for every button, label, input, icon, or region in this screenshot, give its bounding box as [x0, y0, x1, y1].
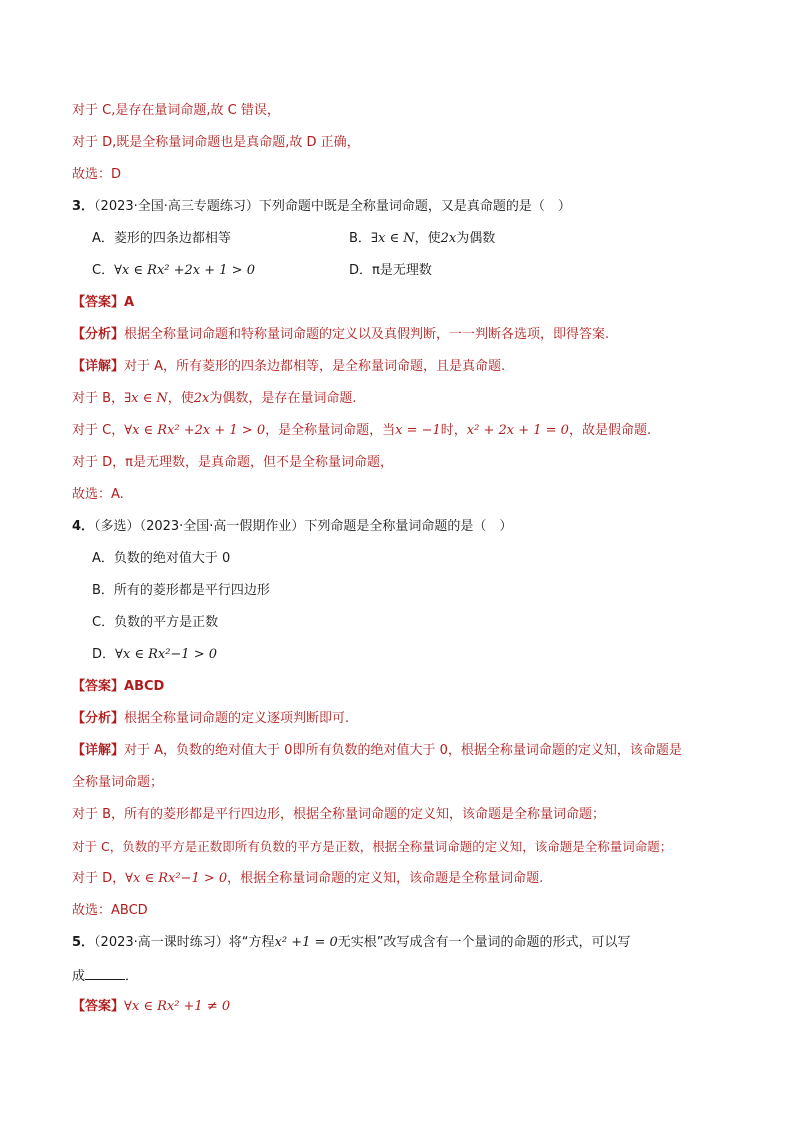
q3-answer: 【答案】A [72, 295, 135, 310]
q4-stem: 4．（多选）（2023·全国·高一假期作业）下列命题是全称量词命题的是（ ） [72, 519, 513, 534]
q4-option-d: D．∀x ∈ Rx²−1 > 0 [92, 647, 218, 662]
q3-option-b: B．∃x ∈ N，使2x为偶数 [349, 231, 496, 246]
q4-detail-a-cont: 全称量词命题； [72, 775, 164, 790]
q4-option-a: A．负数的绝对值大于 0 [92, 551, 231, 566]
q3-option-a: A．菱形的四条边都相等 [92, 231, 231, 246]
q4-detail-c: 对于 C，负数的平方是正数即所有负数的平方是正数，根据全称量词命题的定义知，该命题是全称量词命题； [72, 839, 673, 854]
q4-choose: 故选：ABCD [72, 903, 148, 918]
q4-option-c: C．负数的平方是正数 [92, 615, 219, 630]
q4-answer: 【答案】ABCD [72, 679, 165, 694]
line-c-wrong: 对于 C,是存在量词命题,故 C 错误， [72, 103, 280, 118]
answer-blank [85, 965, 125, 980]
q3-detail-d: 对于 D，π是无理数，是真命题，但不是全称量词命题， [72, 455, 393, 470]
q4-option-b: B．所有的菱形都是平行四边形 [92, 583, 270, 598]
q4-detail-b: 对于 B，所有的菱形都是平行四边形，根据全称量词命题的定义知，该命题是全称量词命题； [72, 807, 606, 822]
q5-answer: 【答案】∀x ∈ Rx² +1 ≠ 0 [72, 999, 231, 1014]
q3-stem: 3．（2023·全国·高三专题练习）下列命题中既是全称量词命题，又是真命题的是（ ） [72, 199, 571, 214]
line-choose-d: 故选：D [72, 167, 122, 182]
q3-detail-b: 对于 B，∃x ∈ N，使2x为偶数，是存在量词命题. [72, 391, 357, 406]
q3-detail: 【详解】对于 A，所有菱形的四条边都相等，是全称量词命题，且是真命题. [72, 359, 506, 374]
q4-detail-d: 对于 D，∀x ∈ Rx²−1 > 0，根据全称量词命题的定义知，该命题是全称量词命题. [72, 871, 544, 886]
q4-analysis: 【分析】根据全称量词命题的定义逐项判断即可. [72, 711, 350, 726]
q3-detail-c: 对于 C，∀x ∈ Rx² +2x + 1 > 0，是全称量词命题，当x = −1时，x² + 2x + 1 = 0，故是假命题. [72, 423, 652, 438]
q5-stem: 5．（2023·高一课时练习）将“方程x² +1 = 0无实根”改写成含有一个量词的命题的形式，可以写 [72, 935, 631, 950]
q3-analysis: 【分析】根据全称量词命题和特称量词命题的定义以及真假判断，一一判断各选项，即得答案. [72, 327, 610, 342]
q3-option-d: D．π是无理数 [349, 263, 432, 278]
q5-stem-cont: 成 ． [72, 965, 138, 987]
q3-choose: 故选：A. [72, 487, 124, 502]
q3-option-c: C．∀x ∈ Rx² +2x + 1 > 0 [92, 263, 255, 278]
line-d-correct: 对于 D,既是全称量词命题也是真命题,故 D 正确， [72, 135, 360, 150]
q4-detail-a: 【详解】对于 A，负数的绝对值大于 0即所有负数的绝对值大于 0，根据全称量词命题的定义知，该命题是 [72, 743, 682, 758]
